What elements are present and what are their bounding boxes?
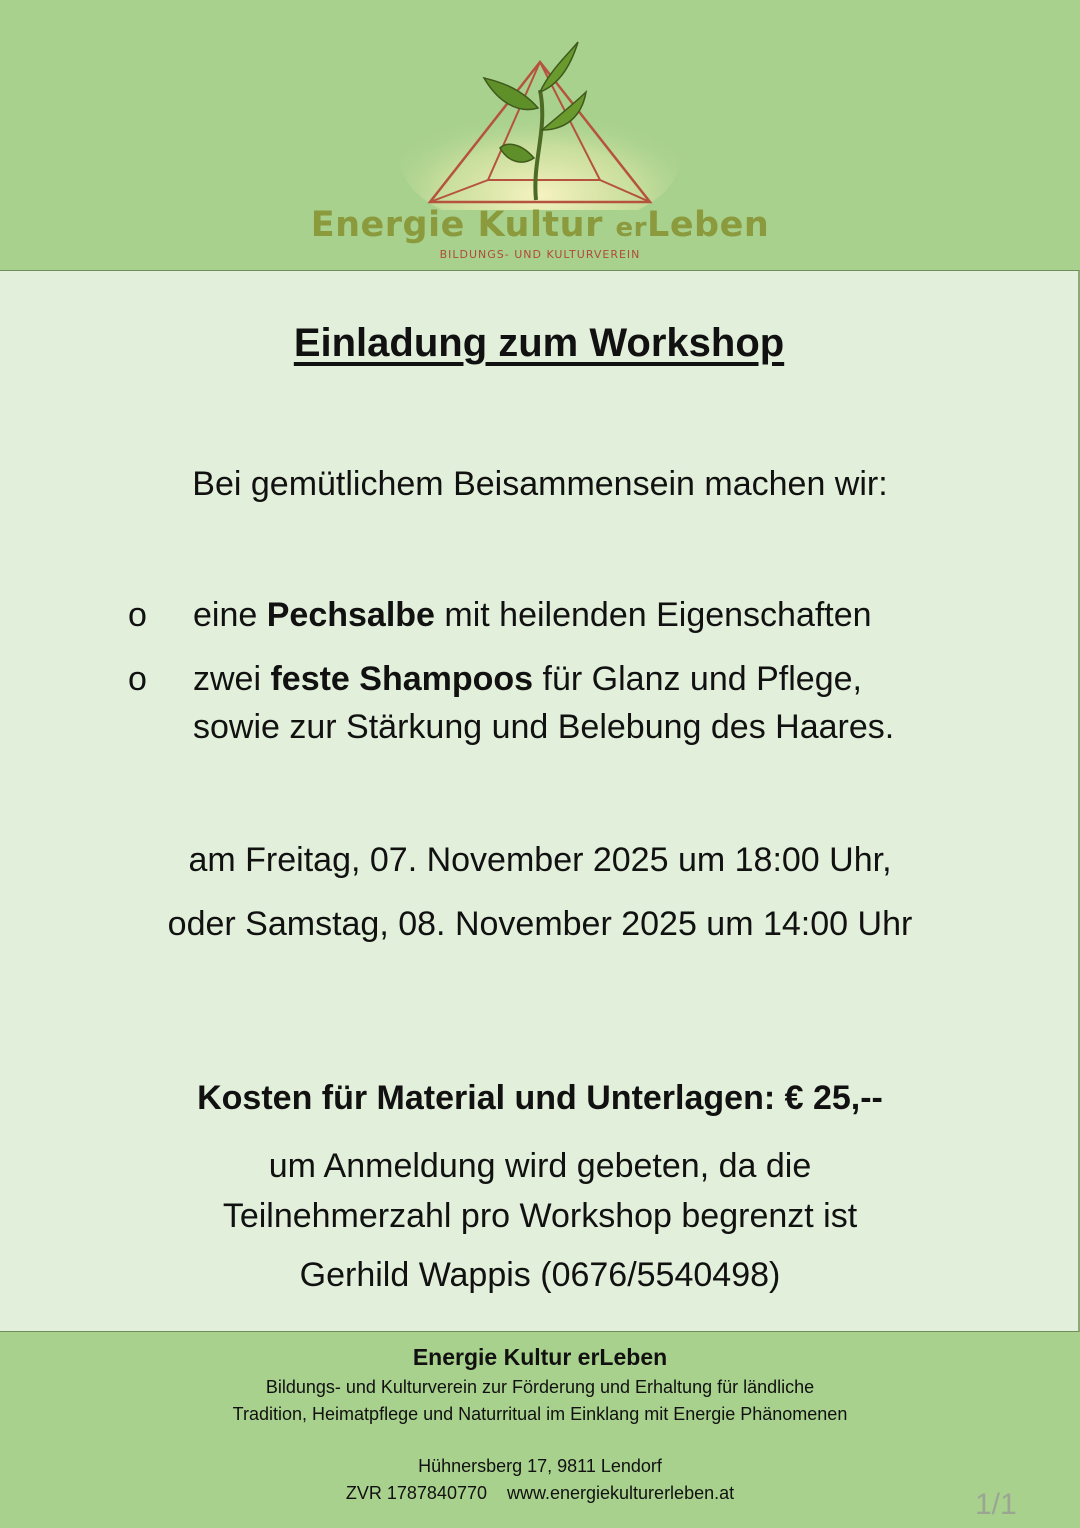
workshop-dates [0,828,1080,956]
header [0,0,1080,270]
footer-org-name: Energie Kultur erLeben [412,1344,668,1370]
contact-person: Gerhild Wappis (0676/5540498) [299,1256,781,1294]
footer-zvr: ZVR 1787840770 [345,1483,487,1503]
footer [0,1332,1080,1528]
cost-text: Kosten für Material und Unterlagen: € 25,-- [197,1079,883,1117]
item-text-after: für Glanz und Pflege, [533,660,862,698]
bullet-marker: o [128,660,147,698]
intro-text: Bei gemütlichem Beisammensein machen wir: [192,465,888,503]
registration-note-line2: Teilnehmerzahl pro Workshop begrenzt ist [222,1197,858,1235]
list-item-text [193,655,894,751]
footer-registry [0,1483,1080,1504]
item-text-bold: Pechsalbe [266,596,435,634]
footer-description-line1: Bildungs- und Kulturverein zur Förderung und Erhaltung für ländliche [265,1377,815,1397]
item-text-before: eine [193,596,267,634]
logo-name-part3: Leben [647,205,770,245]
workshop-items-list [128,591,1008,767]
footer-website-link[interactable]: www.energiekulturerleben.at [506,1483,735,1503]
logo-subtitle: BILDUNGS- UND KULTURVEREIN [439,248,641,261]
item-text-line2: sowie zur Stärkung und Belebung des Haares. [193,708,895,746]
footer-address: Hühnersberg 17, 9811 Lendorf [418,1456,662,1476]
date-line: am Freitag, 07. November 2025 um 18:00 Uhr, [188,841,892,879]
list-item [128,655,1008,751]
registration-note [0,1141,1080,1241]
item-text-bold: feste Shampoos [270,660,534,698]
list-item [128,591,1008,639]
logo-pyramid-plant-icon [400,30,680,210]
bullet-marker: o [128,596,147,634]
item-text-before: zwei [193,660,271,698]
page-indicator: 1/1 [975,1488,1017,1521]
footer-description-line2: Tradition, Heimatpflege und Naturritual im Einklang mit Energie Phänomenen [232,1404,848,1424]
invitation-panel [0,270,1080,1332]
list-item-text [193,591,872,639]
logo-name-part1: Energie Kultur [310,205,603,245]
date-line: oder Samstag, 08. November 2025 um 14:00 Uhr [167,905,913,943]
registration-note-line1: um Anmeldung wird gebeten, da die [268,1147,812,1185]
logo-name-part2: er [615,213,648,243]
item-text-after: mit heilenden Eigenschaften [434,596,872,634]
page-title: Einladung zum Workshop [293,321,785,365]
logo-name [0,205,1080,245]
